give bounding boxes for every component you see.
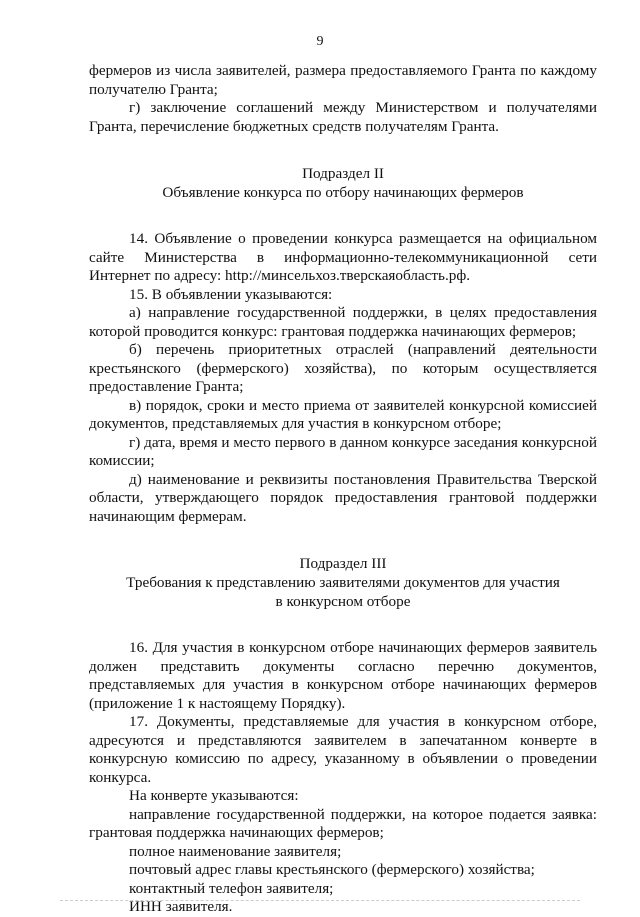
paragraph-continuation: фермеров из числа заявителей, размера предоставляемого Гранта по каждому получателю Гранта; [89,62,597,98]
envelope-item: полное наименование заявителя; [129,842,342,860]
paragraph-16: 16. Для участия в конкурсном отборе начинающих фермеров заявитель должен представить документы согласно перечню документов, представляемых для участия в конкурсном отборе начинающих фермеров (приложение 1 к настоящему Порядку). [89,639,597,712]
envelope-item: почтовый адрес главы крестьянского (фермерского) хозяйства; [129,861,535,878]
paragraph-item-v: в) порядок, сроки и место приема от заявителей конкурсной комиссией документов, представляемых для участия в конкурсном отборе; [89,396,597,432]
section-title-line1: Требования к представлению заявителями документов для участия [126,574,560,591]
paragraph-item-b: б) перечень приоритетных отраслей (направлений деятельности крестьянского (фермерского) хозяйства), по которым осуществляется предоставление Гранта; [89,341,597,395]
paragraph-14: 14. Объявление о проведении конкурса размещается на официальном сайте Министерства в информационно-телекоммуникационной сети Интернет по адресу: http://минсельхоз.тверскаяобласть.рф. [89,230,597,284]
section-title-line2: в конкурсном отборе [275,593,411,610]
scan-edge [60,900,580,902]
paragraph-item-a: а) направление государственной поддержки, в целях предоставления которой проводится конкурс: грантовая поддержка начинающих фермеров; [89,304,597,340]
envelope-item: контактный телефон заявителя; [129,879,334,897]
paragraph-17: 17. Документы, представляемые для участия в конкурсном отборе, адресуются и представляются заявителем в запечатанном конверте в конкурсную комиссию по адресу, указанному в объявлении о проведении конкурса. [89,713,597,786]
document-body [89,62,597,917]
section-label: Подраздел II [302,165,384,182]
paragraph-item-d: д) наименование и реквизиты постановления Правительства Тверской области, утверждающего порядок предоставления грантовой поддержки начинающим фермерам. [89,470,597,525]
section-label: Подраздел III [299,555,387,572]
paragraph-item-g: г) заключение соглашений между Министерством и получателями Гранта, перечисление бюджетных средств получателям Гранта. [89,99,597,135]
page-number: 9 [316,34,324,49]
envelope-item: ИНН заявителя. [129,898,233,915]
envelope-intro: На конверте указываются: [129,787,299,804]
paragraph-15: 15. В объявлении указываются: [129,285,333,303]
paragraph-item-g2: г) дата, время и место первого в данном конкурсе заседания конкурсной комиссии; [89,433,597,469]
envelope-item: направление государственной поддержки, на которое подается заявка: грантовая поддержка начинающих фермеров; [89,805,597,841]
section-title: Объявление конкурса по отбору начинающих фермеров [162,184,524,201]
